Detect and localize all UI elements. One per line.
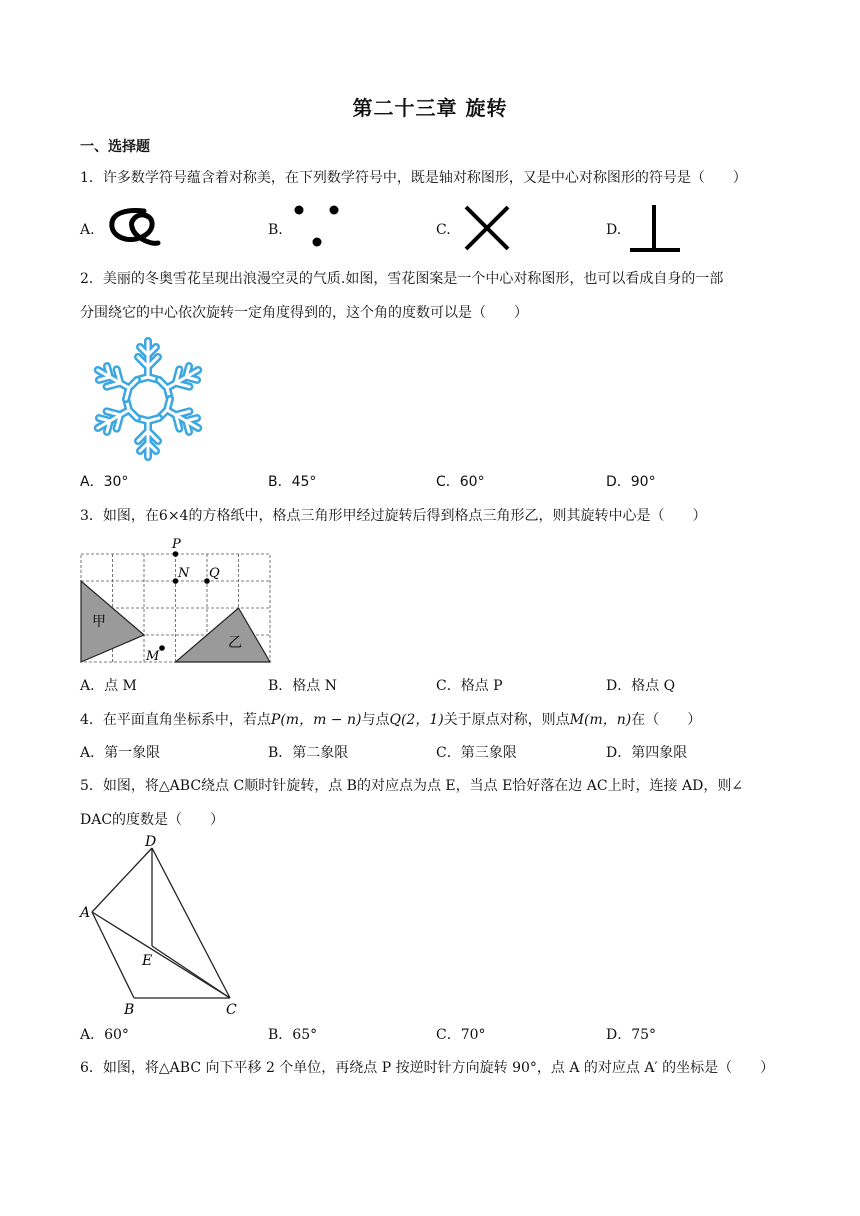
q2-option-a: A．30°	[80, 474, 129, 490]
question-5-line-1: 5．如图，将△ABC绕点 C顺时针旋转，点 B的对应点为点 E，当点 E恰好落在边 AC上时，连接 AD，则∠	[80, 778, 744, 794]
point-p	[173, 551, 179, 557]
snowflake-branch	[92, 360, 137, 399]
q3-option-a: A．点 M	[80, 678, 137, 694]
question-4-text	[80, 710, 780, 730]
q4-text-part-3: 关于原点对称，则点	[443, 712, 570, 728]
label-n: N	[178, 566, 190, 581]
page-title: 第二十三章 旋转	[352, 96, 508, 120]
q2-option-c: C．60°	[436, 474, 485, 490]
snowflake-branch	[137, 418, 159, 457]
s-curve-icon	[104, 205, 164, 249]
question-2-line-2: 分围绕它的中心依次旋转一定角度得到的，这个角的度数可以是（ ）	[80, 305, 528, 321]
point-m	[159, 645, 165, 651]
q5-option-a: A．60°	[80, 1027, 129, 1043]
three-dots-icon	[292, 202, 342, 252]
q5-option-d: D．75°	[606, 1027, 657, 1043]
q4-point-m: M(m，n)	[569, 712, 632, 728]
q4-text-part-1: 4．在平面直角坐标系中，若点	[80, 712, 271, 728]
label-a: A	[80, 905, 91, 921]
label-e: E	[142, 953, 153, 969]
triangle-rotation-figure	[78, 834, 248, 1018]
question-2-line-1: 2．美丽的冬奥雪花呈现出浪漫空灵的气质.如图，雪花图案是一个中心对称图形，也可以看成自身的一部	[80, 271, 724, 287]
q4-text-part-2: 与点	[361, 712, 390, 728]
label-d: D	[145, 834, 157, 850]
q5-option-b: B．65°	[268, 1027, 318, 1043]
q2-option-d: D．90°	[606, 474, 656, 490]
snowflake-branch	[159, 360, 204, 399]
label-m: M	[146, 649, 160, 664]
q1-option-a-label: A.	[80, 222, 95, 238]
label-yi: 乙	[228, 635, 242, 651]
q4-option-a: A．第一象限	[80, 745, 161, 761]
snowflake-branch	[137, 341, 159, 380]
cross-icon	[462, 203, 512, 253]
label-q: Q	[209, 566, 220, 581]
section-heading: 一、选择题	[80, 139, 150, 155]
label-p: P	[172, 537, 181, 552]
perpendicular-icon	[628, 203, 684, 255]
question-3-text: 3．如图，在6×4的方格纸中，格点三角形甲经过旋转后得到格点三角形乙，则其旋转中心是（ ）	[80, 508, 707, 524]
snowflake-branch	[159, 399, 204, 438]
label-b: B	[124, 1002, 135, 1018]
snowflake-branch	[92, 399, 137, 438]
q4-option-c: C．第三象限	[436, 745, 517, 761]
label-c: C	[226, 1002, 237, 1018]
q4-point-p: P(m，m − n)	[270, 712, 362, 728]
q5-option-c: C．70°	[436, 1027, 486, 1043]
q1-option-b-label: B.	[268, 222, 283, 238]
q1-option-d-label: D.	[606, 222, 622, 238]
q4-option-d: D．第四象限	[606, 745, 688, 761]
q3-option-b: B．格点 N	[268, 678, 337, 694]
question-6-text: 6．如图，将△ABC 向下平移 2 个单位，再绕点 P 按逆时针方向旋转 90°，点 A 的对应点 A′ 的坐标是（ ）	[80, 1060, 775, 1076]
q4-point-q: Q(2，1)	[389, 712, 444, 728]
triangle-yi	[176, 608, 271, 662]
q4-text-part-4: 在（ ）	[631, 712, 702, 728]
q3-option-c: C．格点 P	[436, 678, 503, 694]
q4-option-b: B．第二象限	[268, 745, 349, 761]
snowflake-figure	[80, 336, 216, 462]
q2-option-b: B．45°	[268, 474, 317, 490]
q1-option-c-label: C.	[436, 222, 451, 238]
label-jia: 甲	[92, 614, 106, 630]
q3-option-d: D．格点 Q	[606, 678, 676, 694]
question-1-text: 1．许多数学符号蕴含着对称美，在下列数学符号中，既是轴对称图形，又是中心对称图形的符号是（ ）	[80, 170, 747, 186]
question-5-line-2: DAC的度数是（ ）	[80, 812, 225, 828]
grid-figure	[78, 532, 278, 670]
